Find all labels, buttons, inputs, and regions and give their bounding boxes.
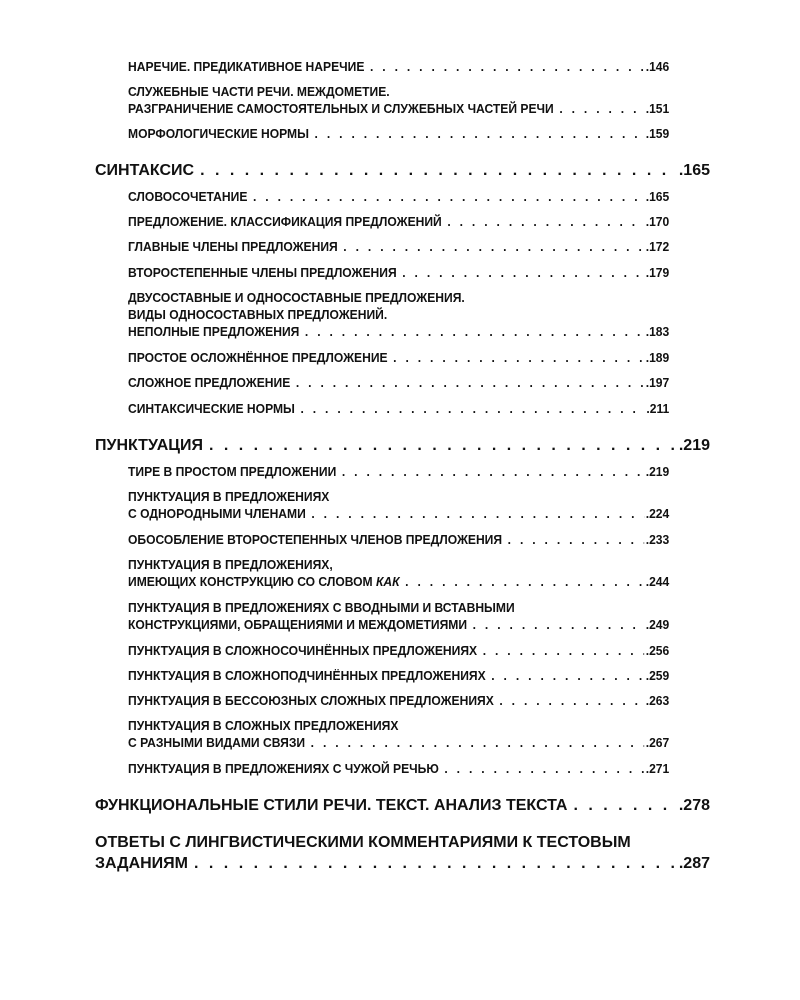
leader-dots — [253, 188, 644, 205]
toc-entry-title: ПУНКТУАЦИЯ В ПРЕДЛОЖЕНИЯХ С ВВОДНЫМИ И ВСТАВНЫМИ — [128, 600, 515, 615]
toc-section-title: ФУНКЦИОНАЛЬНЫЕ СТИЛИ РЕЧИ. ТЕКСТ. АНАЛИЗ ТЕКСТА — [95, 797, 568, 814]
leader-dots — [315, 125, 644, 142]
leader-dots — [473, 616, 644, 633]
toc-page-number: .172 — [645, 239, 670, 254]
toc-entry[interactable] — [128, 692, 669, 709]
leader-dots — [200, 160, 677, 181]
leader-dots — [447, 213, 644, 230]
leader-dots — [499, 692, 644, 709]
toc-section-title: ЗАДАНИЯМ — [95, 855, 189, 872]
toc-section-title: ОТВЕТЫ С ЛИНГВИСТИЧЕСКИМИ КОММЕНТАРИЯМИ К ТЕСТОВЫМ — [95, 834, 631, 851]
toc-page-number: .263 — [645, 693, 670, 708]
toc-entry[interactable] — [128, 213, 669, 230]
toc-page-number: .233 — [645, 532, 670, 547]
toc-entry[interactable] — [128, 125, 669, 142]
toc-entry-title: ВТОРОСТЕПЕННЫЕ ЧЛЕНЫ ПРЕДЛОЖЕНИЯ — [128, 265, 397, 280]
toc-page-number: .211 — [646, 401, 670, 416]
toc-entry[interactable] — [128, 599, 669, 633]
toc-entry[interactable] — [128, 238, 669, 255]
toc-entry[interactable] — [128, 58, 669, 75]
toc-entry-title: СЛОЖНОЕ ПРЕДЛОЖЕНИЕ — [128, 375, 291, 390]
toc-entry[interactable] — [128, 667, 669, 684]
toc-page-number: .197 — [645, 375, 670, 390]
toc-page-number: .287 — [678, 855, 710, 872]
leader-dots — [300, 400, 644, 417]
leader-dots — [342, 463, 644, 480]
toc-entry-title: МОРФОЛОГИЧЕСКИЕ НОРМЫ — [128, 126, 309, 141]
toc-section-title: СИНТАКСИС — [95, 162, 195, 179]
toc-entry[interactable] — [128, 488, 669, 522]
toc-entry-title: НЕПОЛНЫЕ ПРЕДЛОЖЕНИЯ — [128, 324, 300, 339]
toc-page-number: .244 — [645, 574, 670, 589]
toc-entry-title: С РАЗНЫМИ ВИДАМИ СВЯЗИ — [128, 735, 306, 750]
leader-dots — [311, 505, 643, 522]
toc-page-number: .151 — [645, 101, 670, 116]
toc-entry-title: ПРЕДЛОЖЕНИЕ. КЛАССИФИКАЦИЯ ПРЕДЛОЖЕНИЙ — [128, 214, 442, 229]
toc-entry-title: ПУНКТУАЦИЯ В ПРЕДЛОЖЕНИЯХ — [128, 489, 330, 504]
toc-entry-title: ПУНКТУАЦИЯ В СЛОЖНОСОЧИНЁННЫХ ПРЕДЛОЖЕНИЯХ — [128, 643, 478, 658]
leader-dots — [296, 374, 644, 391]
toc-section-title: ПУНКТУАЦИЯ — [95, 437, 203, 454]
leader-dots — [402, 264, 644, 281]
toc-page-number: .259 — [645, 668, 670, 683]
leader-dots — [194, 853, 677, 874]
toc-page-number: .267 — [645, 735, 670, 750]
leader-dots — [491, 667, 644, 684]
toc-page-number: .165 — [678, 162, 710, 179]
toc-entry[interactable] — [128, 531, 669, 548]
toc-entry-title: ОБОСОБЛЕНИЕ ВТОРОСТЕПЕННЫХ ЧЛЕНОВ ПРЕДЛОЖЕНИЯ — [128, 532, 503, 547]
leader-dots — [370, 58, 644, 75]
toc-section[interactable] — [95, 160, 710, 181]
toc-entry[interactable] — [128, 349, 669, 366]
leader-dots — [573, 795, 676, 816]
leader-dots — [405, 573, 644, 590]
toc-page-number: .170 — [645, 214, 670, 229]
leader-dots — [559, 100, 644, 117]
toc-entry-title: ГЛАВНЫЕ ЧЛЕНЫ ПРЕДЛОЖЕНИЯ — [128, 239, 338, 254]
toc-entry-title: НАРЕЧИЕ. ПРЕДИКАТИВНОЕ НАРЕЧИЕ — [128, 59, 365, 74]
toc-section[interactable] — [95, 435, 710, 456]
leader-dots — [305, 323, 644, 340]
toc-section[interactable] — [95, 795, 710, 816]
toc-page-number: .179 — [645, 265, 670, 280]
toc-entry-title: ВИДЫ ОДНОСОСТАВНЫХ ПРЕДЛОЖЕНИЙ. — [128, 307, 388, 322]
toc-entry-title: СЛОВОСОЧЕТАНИЕ — [128, 189, 248, 204]
toc-page-number: .189 — [645, 350, 670, 365]
toc-page-number: .256 — [645, 643, 670, 658]
leader-dots — [444, 760, 643, 777]
toc-page-number: .278 — [678, 797, 710, 814]
toc-entry-title: ПУНКТУАЦИЯ В ПРЕДЛОЖЕНИЯХ, — [128, 557, 333, 572]
toc-entry-title: ПУНКТУАЦИЯ В СЛОЖНЫХ ПРЕДЛОЖЕНИЯХ — [128, 718, 399, 733]
toc-entry-title: ДВУСОСТАВНЫЕ И ОДНОСОСТАВНЫЕ ПРЕДЛОЖЕНИЯ. — [128, 290, 465, 305]
toc-page-number: .249 — [645, 617, 670, 632]
leader-dots — [508, 531, 644, 548]
toc-page-number: .224 — [645, 506, 670, 521]
toc-page-number: .219 — [645, 464, 670, 479]
toc-entry[interactable] — [128, 264, 669, 281]
toc-entry[interactable] — [128, 463, 669, 480]
toc-entry[interactable] — [128, 642, 669, 659]
toc-page-number: .219 — [678, 437, 710, 454]
toc-entry-title: С ОДНОРОДНЫМИ ЧЛЕНАМИ — [128, 506, 306, 521]
toc-entry[interactable] — [128, 83, 669, 117]
toc-entry-title: ПУНКТУАЦИЯ В БЕССОЮЗНЫХ СЛОЖНЫХ ПРЕДЛОЖЕНИЯХ — [128, 693, 494, 708]
toc-entry-title: РАЗГРАНИЧЕНИЕ САМОСТОЯТЕЛЬНЫХ И СЛУЖЕБНЫХ ЧАСТЕЙ РЕЧИ — [128, 101, 554, 116]
toc-entry[interactable] — [128, 374, 669, 391]
toc-entry[interactable] — [128, 717, 669, 751]
toc-page-number: .183 — [645, 324, 670, 339]
leader-dots — [311, 734, 644, 751]
leader-dots — [483, 642, 644, 659]
toc-page-number: .271 — [645, 761, 670, 776]
toc-entry[interactable] — [128, 760, 669, 777]
toc-page-number: .146 — [645, 59, 670, 74]
leader-dots — [343, 238, 644, 255]
toc-entry-title: ПУНКТУАЦИЯ В СЛОЖНОПОДЧИНЁННЫХ ПРЕДЛОЖЕНИЯХ — [128, 668, 486, 683]
toc-entry-title: КОНСТРУКЦИЯМИ, ОБРАЩЕНИЯМИ И МЕЖДОМЕТИЯМИ — [128, 617, 468, 632]
toc-page-number: .165 — [645, 189, 670, 204]
toc-entry-title: ПУНКТУАЦИЯ В ПРЕДЛОЖЕНИЯХ С ЧУЖОЙ РЕЧЬЮ — [128, 761, 439, 776]
toc-entry-title: СИНТАКСИЧЕСКИЕ НОРМЫ — [128, 401, 295, 416]
toc-entry-title: ПРОСТОЕ ОСЛОЖНЁННОЕ ПРЕДЛОЖЕНИЕ — [128, 350, 388, 365]
toc-page-number: .159 — [645, 126, 670, 141]
toc-entry[interactable] — [128, 400, 669, 417]
toc-entry-italic-word: КАК — [376, 574, 400, 589]
toc-entry[interactable] — [128, 289, 669, 340]
leader-dots — [209, 435, 677, 456]
toc-entry[interactable] — [128, 188, 669, 205]
toc-entry[interactable] — [128, 556, 669, 590]
toc-entry-title: ИМЕЮЩИХ КОНСТРУКЦИЮ СО СЛОВОМ — [128, 574, 373, 589]
toc-entry-title: ТИРЕ В ПРОСТОМ ПРЕДЛОЖЕНИИ — [128, 464, 337, 479]
toc-section[interactable] — [95, 832, 710, 874]
toc-entry-title: СЛУЖЕБНЫЕ ЧАСТИ РЕЧИ. МЕЖДОМЕТИЕ. — [128, 84, 390, 99]
leader-dots — [393, 349, 644, 366]
